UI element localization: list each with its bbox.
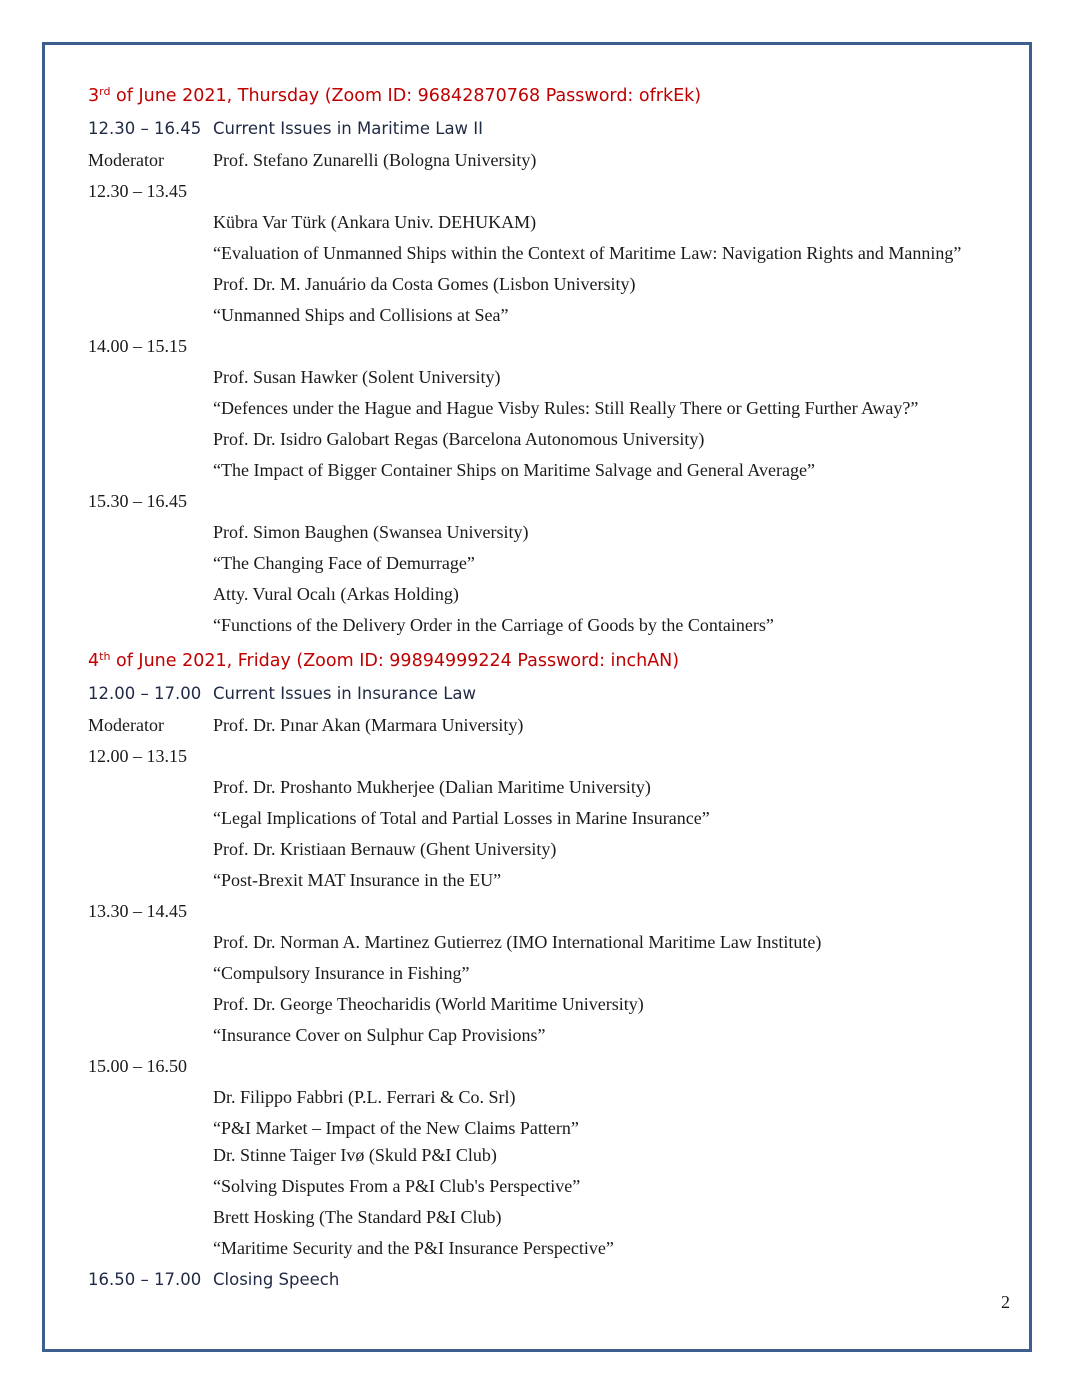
slot-time: 12.00 – 13.15 <box>88 746 187 766</box>
closing-title: Closing Speech <box>213 1270 340 1289</box>
talk-title: “Defences under the Hague and Hague Visby Rules: Still Really There or Getting Further Away?” <box>213 398 919 418</box>
speaker: Prof. Dr. Kristiaan Bernauw (Ghent University) <box>213 839 557 859</box>
speaker: Prof. Dr. George Theocharidis (World Maritime University) <box>213 994 644 1014</box>
talk-title: “Functions of the Delivery Order in the Carriage of Goods by the Containers” <box>213 615 774 635</box>
talk-title: “The Changing Face of Demurrage” <box>213 553 475 573</box>
speaker: Prof. Susan Hawker (Solent University) <box>213 367 501 387</box>
speaker: Brett Hosking (The Standard P&I Club) <box>213 1207 502 1227</box>
speaker: Prof. Dr. M. Januário da Costa Gomes (Lisbon University) <box>213 274 636 294</box>
slot-time: 15.30 – 16.45 <box>88 491 187 511</box>
talk-title: “The Impact of Bigger Container Ships on Maritime Salvage and General Average” <box>213 460 815 480</box>
speaker: Atty. Vural Ocalı (Arkas Holding) <box>213 584 459 604</box>
day1-session-title: Current Issues in Maritime Law II <box>213 119 484 138</box>
speaker: Dr. Stinne Taiger Ivø (Skuld P&I Club) <box>213 1145 497 1165</box>
talk-title: “Insurance Cover on Sulphur Cap Provisions” <box>213 1025 546 1045</box>
day2-session-title: Current Issues in Insurance Law <box>213 684 477 703</box>
closing-time: 16.50 – 17.00 <box>88 1270 202 1289</box>
slot-time: 12.30 – 13.45 <box>88 181 187 201</box>
slot-time: 13.30 – 14.45 <box>88 901 187 921</box>
talk-title: “Compulsory Insurance in Fishing” <box>213 963 470 983</box>
day1-heading: 3rd of June 2021, Thursday (Zoom ID: 96842870768 Password: ofrkEk) <box>88 85 702 106</box>
slot-time: 15.00 – 16.50 <box>88 1056 187 1076</box>
talk-title: “Maritime Security and the P&I Insurance Perspective” <box>213 1238 614 1258</box>
speaker: Prof. Dr. Proshanto Mukherjee (Dalian Maritime University) <box>213 777 651 797</box>
day2-heading: 4th of June 2021, Friday (Zoom ID: 99894999224 Password: inchAN) <box>88 650 680 671</box>
talk-title: “P&I Market – Impact of the New Claims Pattern” <box>213 1118 579 1138</box>
speaker: Prof. Dr. Isidro Galobart Regas (Barcelona Autonomous University) <box>213 429 705 449</box>
talk-title: “Legal Implications of Total and Partial Losses in Marine Insurance” <box>213 808 710 828</box>
slot-time: 14.00 – 15.15 <box>88 336 187 356</box>
day2-session-time: 12.00 – 17.00 <box>88 684 202 703</box>
day2-moderator: Prof. Dr. Pınar Akan (Marmara University) <box>213 715 524 735</box>
day1-moderator: Prof. Stefano Zunarelli (Bologna University) <box>213 150 537 170</box>
day2-moderator-label: Moderator <box>88 715 164 735</box>
day1-moderator-label: Moderator <box>88 150 164 170</box>
talk-title: “Post-Brexit MAT Insurance in the EU” <box>213 870 502 890</box>
speaker: Dr. Filippo Fabbri (P.L. Ferrari & Co. Srl) <box>213 1087 516 1107</box>
speaker: Kübra Var Türk (Ankara Univ. DEHUKAM) <box>213 212 537 232</box>
day1-session-time: 12.30 – 16.45 <box>88 119 202 138</box>
talk-title: “Solving Disputes From a P&I Club's Perspective” <box>213 1176 581 1196</box>
speaker: Prof. Dr. Norman A. Martinez Gutierrez (IMO International Maritime Law Institute) <box>213 932 822 952</box>
speaker: Prof. Simon Baughen (Swansea University) <box>213 522 529 542</box>
talk-title: “Unmanned Ships and Collisions at Sea” <box>213 305 509 325</box>
page-number: 2 <box>1001 1292 1010 1312</box>
talk-title: “Evaluation of Unmanned Ships within the Context of Maritime Law: Navigation Rights and Manning” <box>213 243 962 263</box>
